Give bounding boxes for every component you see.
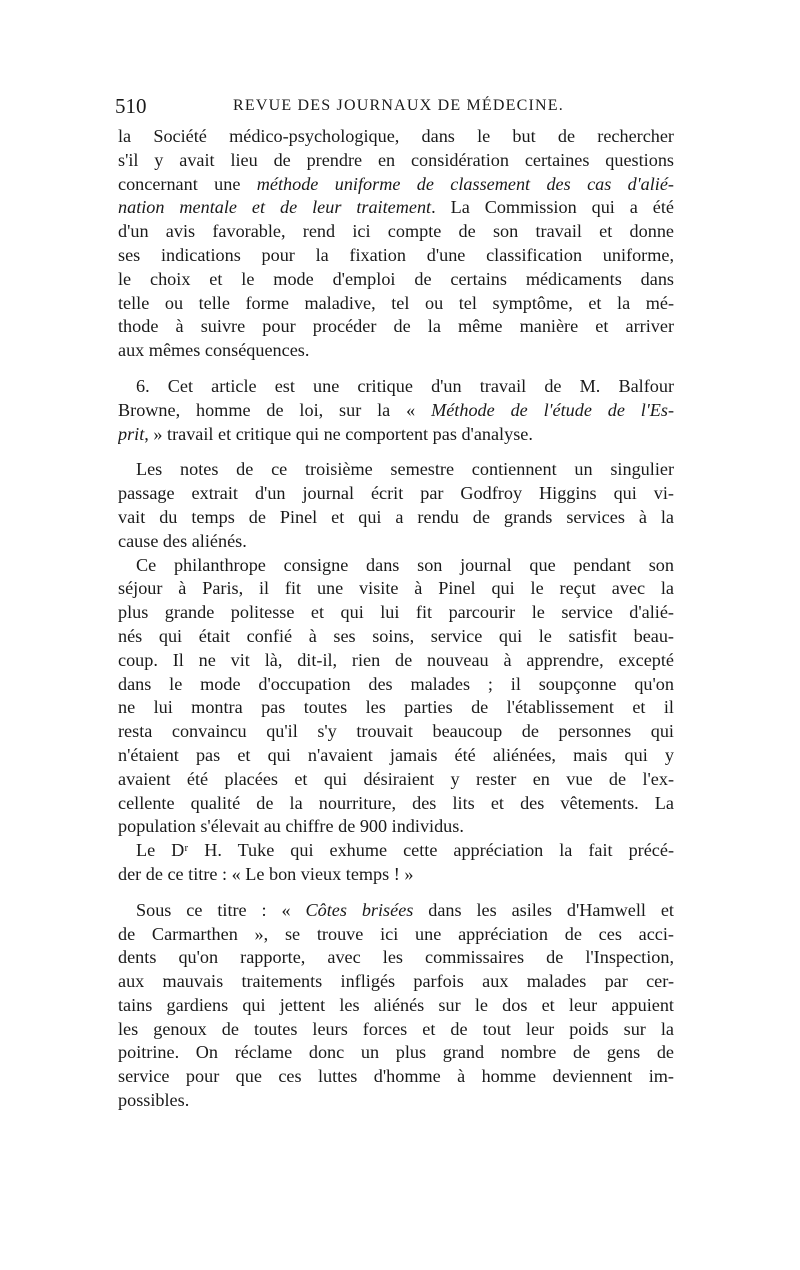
paragraph-2 bbox=[118, 375, 674, 446]
italic-title-run: Méthode de l'étude de l'Es- bbox=[431, 399, 674, 420]
paragraph-5 bbox=[118, 839, 674, 887]
text-line: vait du temps de Pinel et qui a rendu de grands services à la bbox=[118, 506, 674, 527]
text-line: les genoux de toutes leurs forces et de tout leur poids sur la bbox=[118, 1018, 674, 1039]
text-line: coup. Il ne vit là, dit-il, rien de nouveau à apprendre, excepté bbox=[118, 649, 674, 670]
text-line bbox=[118, 399, 674, 423]
text-line: aux mauvais traitements infligés parfois aux malades par cer- bbox=[118, 971, 674, 992]
text-line: population s'élevait au chiffre de 900 individus. bbox=[118, 816, 464, 837]
text-line: Le Dʳ H. Tuke qui exhume cette appréciation la fait précé- bbox=[136, 840, 674, 861]
text-line: dans le mode d'occupation des malades ; il soupçonne qu'on bbox=[118, 673, 674, 694]
page-header bbox=[115, 94, 685, 122]
page-number: 510 bbox=[115, 94, 147, 118]
italic-title-run: méthode uniforme de classement des cas d'alié- bbox=[256, 173, 674, 194]
italic-title-run: prit bbox=[118, 423, 145, 444]
text-run: Sous ce titre : « bbox=[136, 899, 306, 920]
text-line: plus grande politesse et qui lui fit parcourir le service d'alié- bbox=[118, 602, 674, 623]
italic-title-run: Côtes brisées bbox=[305, 899, 414, 920]
text-line: n'étaient pas et qui n'avaient jamais été aliénées, mais qui y bbox=[118, 744, 674, 765]
paragraph-3 bbox=[118, 458, 674, 553]
text-line: telle ou telle forme maladive, tel ou tel symptôme, et la mé- bbox=[118, 292, 674, 313]
text-line: service pour que ces luttes d'homme à homme deviennent im- bbox=[118, 1066, 674, 1087]
text-line: tains gardiens qui jettent les aliénés sur le dos et leur appuient bbox=[118, 994, 674, 1015]
text-line: avaient été placées et qui désiraient y rester en vue de l'ex- bbox=[118, 768, 674, 789]
text-line: dents qu'on rapporte, avec les commissaires de l'Inspection, bbox=[118, 947, 674, 968]
text-line bbox=[118, 423, 674, 447]
text-line: la Société médico-psychologique, dans le but de rechercher bbox=[118, 126, 674, 146]
text-run: , » travail et critique qui ne comportent pas d'analyse. bbox=[144, 423, 533, 444]
text-line: thode à suivre pour procéder de la même manière et arriver bbox=[118, 316, 674, 337]
text-line: Ce philanthrope consigne dans son journal que pendant son bbox=[136, 554, 674, 575]
text-line: Les notes de ce troisième semestre contiennent un singulier bbox=[136, 459, 674, 480]
text-line: s'il y avait lieu de prendre en considération certaines questions bbox=[118, 149, 674, 170]
text-run: Browne, homme de loi, sur la « bbox=[118, 399, 432, 420]
running-title: REVUE DES JOURNAUX DE MÉDECINE. bbox=[233, 97, 564, 114]
text-line: ses indications pour la fixation d'une classification uniforme, bbox=[118, 244, 674, 265]
body-text bbox=[118, 125, 674, 1113]
text-run: . La Commission qui a été bbox=[431, 197, 674, 218]
text-line: passage extrait d'un journal écrit par Godfroy Higgins qui vi- bbox=[118, 483, 674, 504]
paragraph-6 bbox=[118, 899, 674, 1113]
text-line: séjour à Paris, il fit une visite à Pinel qui le reçut avec la bbox=[118, 578, 674, 599]
paragraph-4 bbox=[118, 554, 674, 840]
text-line: cause des aliénés. bbox=[118, 530, 247, 551]
text-line: nés qui était confié à ses soins, service qui le satisfit beau- bbox=[118, 625, 674, 646]
text-line bbox=[118, 899, 674, 923]
text-line: der de ce titre : « Le bon vieux temps ! » bbox=[118, 863, 414, 884]
text-line: resta convaincu qu'il s'y trouvait beaucoup de personnes qui bbox=[118, 721, 674, 742]
text-line bbox=[118, 196, 674, 220]
text-line: aux mêmes conséquences. bbox=[118, 340, 310, 361]
text-line: cellente qualité de la nourriture, des lits et des vêtements. La bbox=[118, 792, 674, 813]
text-line: d'un avis favorable, rend ici compte de son travail et donne bbox=[118, 221, 674, 242]
text-line: 6. Cet article est une critique d'un travail de M. Balfour bbox=[136, 375, 674, 396]
text-run: dans les asiles d'Hamwell et bbox=[413, 899, 674, 920]
paragraph-1 bbox=[118, 125, 674, 363]
text-line: le choix et le mode d'emploi de certains médicaments dans bbox=[118, 268, 674, 289]
text-line: possibles. bbox=[118, 1090, 190, 1111]
text-line: poitrine. On réclame donc un plus grand nombre de gens de bbox=[118, 1042, 674, 1063]
italic-title-run: nation mentale et de leur traitement bbox=[118, 197, 432, 218]
text-line: ne lui montra pas toutes les parties de l'établissement et il bbox=[118, 697, 674, 718]
text-line: de Carmarthen », se trouve ici une appréciation de ces acci- bbox=[118, 923, 674, 944]
text-run: concernant une bbox=[118, 173, 257, 194]
text-line bbox=[118, 173, 674, 197]
